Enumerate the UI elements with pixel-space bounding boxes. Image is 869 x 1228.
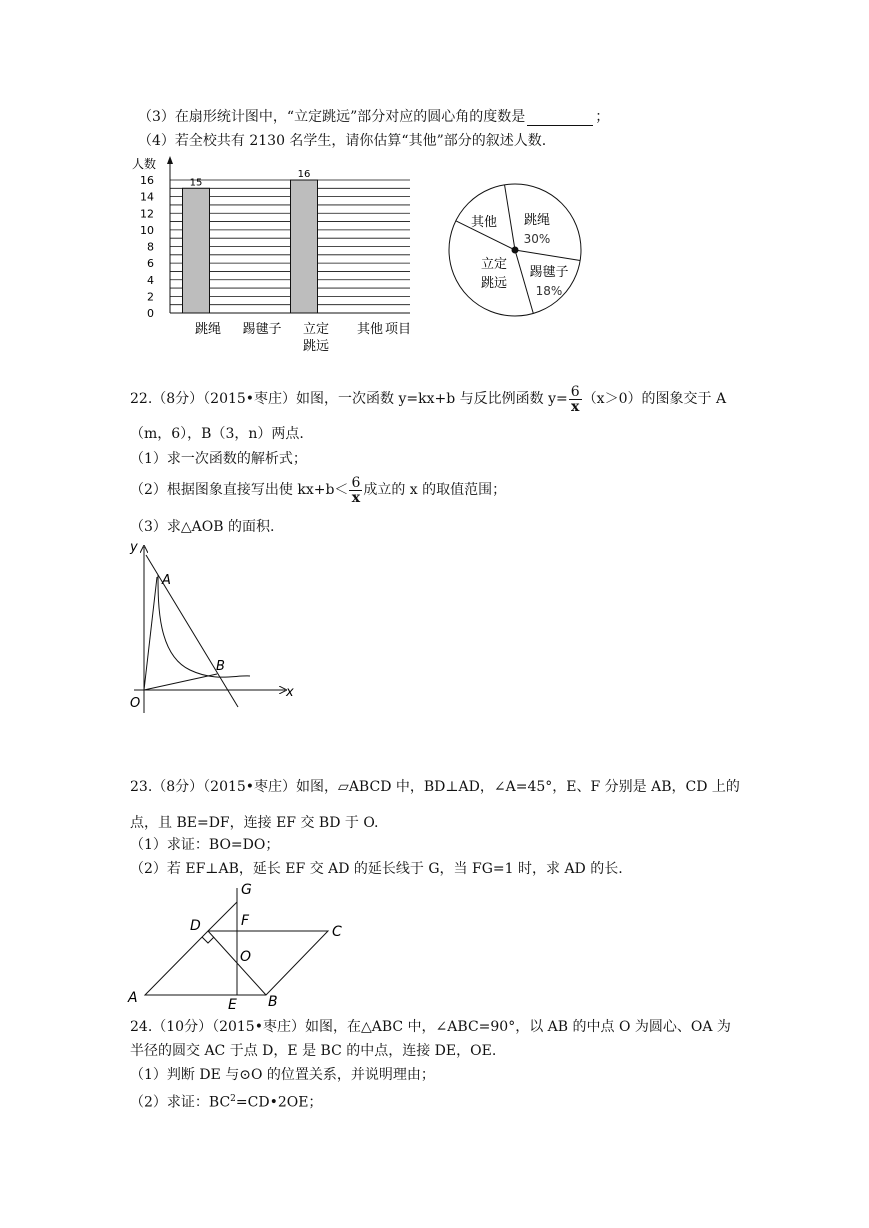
q24-sub2-sup: 2 bbox=[230, 1094, 236, 1104]
right-angle-mark bbox=[202, 937, 214, 943]
q24-sub2-a: （2）求证：BC bbox=[130, 1094, 231, 1111]
q23-sub2: （2）若 EF⊥AB，延长 EF 交 AD 的延长线于 G，当 FG=1 时，求 AD 的长. bbox=[130, 861, 623, 877]
pie-slice-value: 30% bbox=[523, 232, 551, 246]
segment-DG bbox=[208, 902, 237, 931]
label-C: C bbox=[332, 924, 342, 940]
y-tick-label: 2 bbox=[147, 290, 154, 304]
segment-OB bbox=[144, 674, 217, 690]
q21-line3 bbox=[138, 108, 609, 126]
label-G: G bbox=[241, 882, 252, 898]
x-category-label: 跳远 bbox=[302, 339, 330, 354]
q22-sub3: （3）求△AOB 的面积. bbox=[130, 519, 275, 535]
q22-sub2 bbox=[130, 475, 506, 505]
x-category-label: 其他 bbox=[356, 322, 384, 337]
x-category-label: 立定 bbox=[302, 322, 330, 337]
pie-slice-label: 踢毽子 bbox=[529, 265, 569, 280]
label-D: D bbox=[190, 918, 201, 934]
q21-line3-end: ； bbox=[595, 109, 610, 125]
fraction-6-over-x bbox=[569, 385, 582, 414]
linear-function-line bbox=[146, 555, 238, 707]
hyperbola-curve bbox=[158, 575, 250, 677]
q24-sub1: （1）判断 DE 与⊙O 的位置关系，并说明理由； bbox=[130, 1067, 435, 1083]
q23-line2: 点，且 BE=DF，连接 EF 交 BD 于 O. bbox=[130, 815, 379, 831]
q22-line2: （m，6），B（3，n）两点. bbox=[130, 426, 304, 442]
q22-sub2-b: 成立的 x 的取值范围； bbox=[363, 482, 507, 498]
q23-parallelogram-figure bbox=[120, 878, 360, 1013]
bar bbox=[291, 180, 318, 313]
x-category-label: 跳绳 bbox=[194, 322, 222, 337]
y-axis-label: 人数 bbox=[132, 157, 157, 171]
pie-chart bbox=[445, 180, 585, 320]
label-y: y bbox=[130, 540, 138, 555]
segment-OA bbox=[144, 577, 157, 690]
label-O: O bbox=[130, 696, 141, 711]
pie-slice-label: 其他 bbox=[470, 215, 498, 230]
label-A: A bbox=[162, 573, 171, 588]
q22-function-graph bbox=[120, 535, 310, 720]
label-x: x bbox=[286, 685, 294, 700]
frac-den: x bbox=[571, 398, 580, 415]
q22-head bbox=[130, 384, 726, 414]
q22-head-a: 22.（8分）（2015•枣庄）如图，一次函数 y=kx+b 与反比例函数 y= bbox=[130, 391, 568, 407]
q21-line3-text: （3）在扇形统计图中，“立定跳远”部分对应的圆心角的度数是 bbox=[138, 109, 526, 125]
bar-data-label: 16 bbox=[297, 169, 311, 180]
x-axis-label: 项目 bbox=[384, 322, 412, 337]
q23-sub1: （1）求证：BO=DO； bbox=[130, 837, 280, 853]
bar-chart bbox=[128, 150, 438, 360]
y-tick-label: 12 bbox=[140, 207, 154, 221]
q24-line2: 半径的圆交 AC 于点 D，E 是 BC 的中点，连接 DE，OE. bbox=[130, 1043, 497, 1059]
label-E: E bbox=[228, 997, 237, 1013]
q24-head: 24.（10分）（2015•枣庄）如图，在△ABC 中，∠ABC=90°，以 AB 的中点 O 为圆心、OA 为 bbox=[130, 1019, 731, 1035]
pie-center-dot bbox=[512, 247, 519, 254]
pie-slice-label: 跳远 bbox=[480, 276, 508, 291]
bar bbox=[183, 188, 210, 313]
q24-sub2 bbox=[130, 1090, 322, 1112]
y-tick-label: 4 bbox=[147, 273, 154, 287]
pie-slice-label: 跳绳 bbox=[523, 213, 551, 228]
label-B: B bbox=[216, 659, 225, 674]
frac-num: 6 bbox=[570, 383, 580, 400]
label-B: B bbox=[268, 994, 278, 1010]
pie-slice-value: 18% bbox=[535, 284, 563, 298]
bar-data-label: 15 bbox=[189, 177, 203, 189]
q22-sub1: （1）求一次函数的解析式； bbox=[130, 451, 307, 467]
q22-head-b: （x＞0）的图象交于 A bbox=[582, 391, 727, 407]
fraction-6-over-x-2 bbox=[349, 476, 362, 505]
answer-blank bbox=[527, 111, 593, 126]
label-F: F bbox=[241, 913, 250, 929]
pie-slice-label: 立定 bbox=[480, 257, 508, 272]
y-tick-label: 10 bbox=[140, 223, 154, 237]
label-A: A bbox=[128, 990, 138, 1006]
frac-den-2: x bbox=[351, 489, 361, 506]
y-tick-label: 8 bbox=[147, 240, 154, 254]
y-tick-label: 16 bbox=[140, 174, 154, 187]
y-tick-label: 6 bbox=[147, 257, 154, 271]
y-tick-label: 0 bbox=[147, 307, 154, 320]
q23-head: 23.（8分）（2015•枣庄）如图，▱ABCD 中，BD⊥AD，∠A=45°，E、F 分别是 AB，CD 上的 bbox=[130, 779, 740, 795]
y-axis-arrow bbox=[167, 156, 173, 164]
frac-num-2: 6 bbox=[351, 474, 361, 491]
q22-sub2-a: （2）根据图象直接写出使 kx+b＜ bbox=[130, 482, 349, 498]
q24-sub2-b: =CD•2OE； bbox=[235, 1094, 323, 1111]
label-O: O bbox=[240, 949, 252, 965]
q21-line4: （4）若全校共有 2130 名学生，请你估算“其他”部分的叙述人数. bbox=[138, 133, 547, 149]
x-category-label: 踢毽子 bbox=[242, 322, 282, 337]
y-tick-label: 14 bbox=[140, 190, 154, 204]
